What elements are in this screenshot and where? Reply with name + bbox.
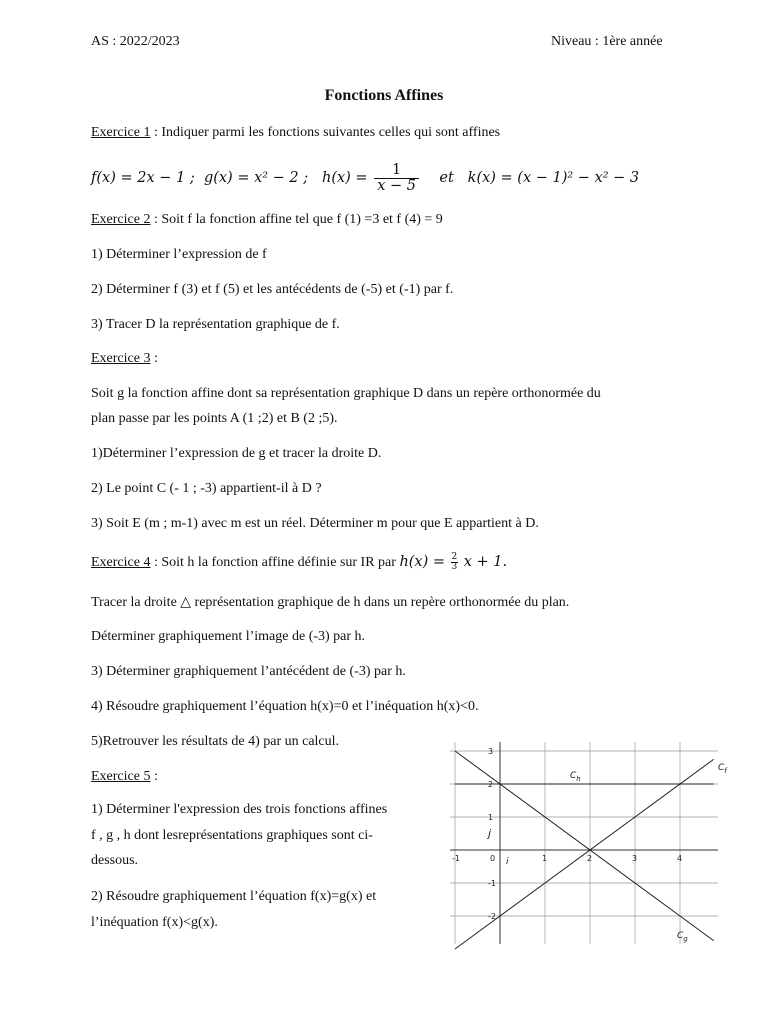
ex1-h-fraction xyxy=(374,163,419,194)
ex5-q2b: l’inéquation f(x)<g(x). xyxy=(91,915,218,930)
vector-j-label: j xyxy=(488,827,492,840)
ex3-q3: 3) Soit E (m ; m-1) avec m est un réel. Déterminer m pour que E appartient à D. xyxy=(91,516,539,531)
ex4-q4: 4) Résoudre graphiquement l’équation h(x)=0 et l’inéquation h(x)<0. xyxy=(91,699,479,714)
ex2-q3: 3) Tracer D la représentation graphique de f. xyxy=(91,317,340,332)
y-tick-label: -1 xyxy=(488,879,496,888)
ex3-colon: : xyxy=(150,351,158,366)
ex1-et: et xyxy=(439,170,454,186)
ex3-heading xyxy=(91,350,158,368)
ex5-q1a: 1) Déterminer l'expression des trois fonctions affines xyxy=(91,802,388,817)
x-tick-label: 2 xyxy=(587,854,593,863)
curve-label-ch: $C_h$ xyxy=(570,771,581,783)
curve-label-cf: $C_f$ xyxy=(718,763,727,775)
ex4-statement xyxy=(91,547,507,578)
x-tick-label: 3 xyxy=(632,854,638,863)
ex1-h-lhs: h(x) = xyxy=(321,170,368,186)
ex5-colon: : xyxy=(150,769,158,784)
y-tick-label: -2 xyxy=(488,912,496,921)
ex3-q2: 2) Le point C (- 1 ; -3) appartient-il à D ? xyxy=(91,481,322,496)
ex5-label: Exercice 5 xyxy=(91,769,151,784)
ex3-label: Exercice 3 xyxy=(91,351,151,366)
function-graph xyxy=(448,740,727,946)
y-tick-label: 1 xyxy=(488,813,494,822)
ex4-p1: Tracer la droite △ représentation graphique de h dans un repère orthonormée du plan. xyxy=(91,595,570,610)
ex2-text: : Soit f la fonction affine tel que f (1) =3 et f (4) = 9 xyxy=(150,212,443,227)
y-tick-label: 3 xyxy=(488,747,494,756)
ex4-q1: Déterminer graphiquement l’image de (-3) par h. xyxy=(91,629,366,644)
ex3-q1: 1)Déterminer l’expression de g et tracer la droite D. xyxy=(91,446,382,461)
ex1-h-den: x − 5 xyxy=(377,177,416,194)
y-tick-label: 2 xyxy=(488,780,494,789)
ex4-h-num: 2 xyxy=(451,552,458,563)
ex2-q2: 2) Déterminer f (3) et f (5) et les antécédents de (-5) et (-1) par f. xyxy=(91,282,454,297)
x-tick-label: 1 xyxy=(542,854,548,863)
ex4-h-rhs: x + 1. xyxy=(463,554,508,570)
ex5-heading xyxy=(91,768,158,786)
ex1-label: Exercice 1 xyxy=(91,125,151,140)
ex4-h-lhs: h(x) = xyxy=(399,554,446,570)
ex1-k: k(x) = (x − 1)² − x² − 3 xyxy=(467,170,640,186)
ex4-label: Exercice 4 xyxy=(91,555,151,570)
ex5-q1b: f , g , h dont lesreprésentations graphiques sont ci- xyxy=(91,828,373,843)
x-tick-label: 4 xyxy=(677,854,683,863)
ex1-functions xyxy=(91,158,639,198)
ex4-h-den: 3 xyxy=(451,562,458,573)
ex1-text: : Indiquer parmi les fonctions suivantes celles qui sont affines xyxy=(150,125,501,140)
ex2-label: Exercice 2 xyxy=(91,212,151,227)
ex2-q1: 1) Déterminer l’expression de f xyxy=(91,247,267,262)
ex5-q2a: 2) Résoudre graphiquement l’équation f(x)=g(x) et xyxy=(91,889,377,904)
x-tick-label: -1 xyxy=(452,854,460,863)
ex3-p1: Soit g la fonction affine dont sa représentation graphique D dans un repère orthonormée du xyxy=(91,386,601,401)
ex1-statement xyxy=(91,124,500,142)
ex5-q1c: dessous. xyxy=(91,853,139,868)
ex4-text: : Soit h la fonction affine définie sur IR par xyxy=(150,555,400,570)
header-year: AS : 2022/2023 xyxy=(91,34,180,49)
header-level: Niveau : 1ère année xyxy=(551,34,663,49)
page-title: Fonctions Affines xyxy=(324,87,444,104)
ex2-statement xyxy=(91,211,443,229)
vector-i-label: i xyxy=(506,857,509,867)
curve-label-cg: $C_g$ xyxy=(677,931,688,943)
ex4-q3: 3) Déterminer graphiquement l’antécédent de (-3) par h. xyxy=(91,664,406,679)
ex1-f: f(x) = 2x − 1 ; xyxy=(91,170,195,186)
ex4-h-fraction xyxy=(451,553,459,572)
ex1-h-num: 1 xyxy=(374,163,419,179)
x-tick-label: 0 xyxy=(490,854,496,863)
ex3-p2: plan passe par les points A (1 ;2) et B (2 ;5). xyxy=(91,411,338,426)
ex4-q5: 5)Retrouver les résultats de 4) par un calcul. xyxy=(91,734,340,749)
ex1-g: g(x) = x² − 2 ; xyxy=(203,170,309,186)
